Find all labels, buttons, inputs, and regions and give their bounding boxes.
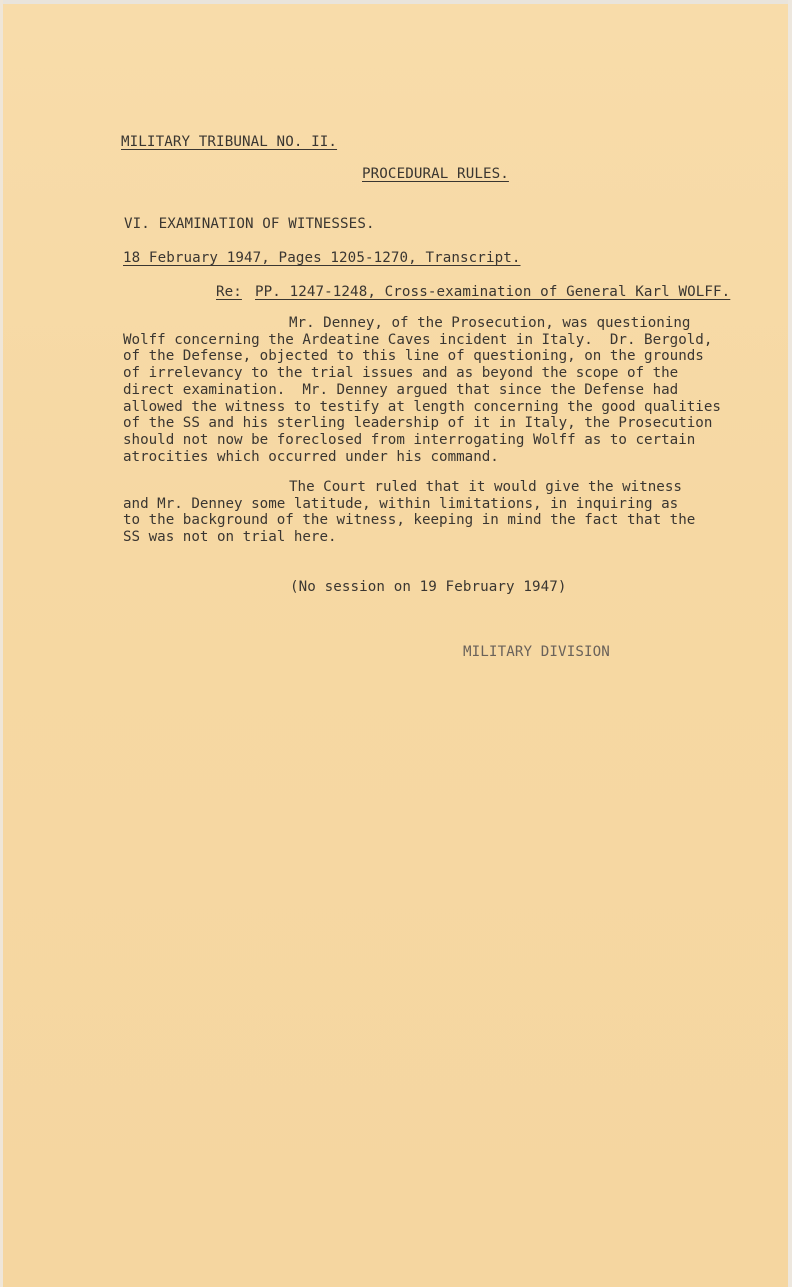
paragraph-line: allowed the witness to testify at length concerning the good qualities [123, 398, 721, 415]
paragraph-ruling [123, 479, 695, 546]
paragraph-objection [123, 315, 721, 465]
paragraph-line: and Mr. Denney some latitude, within limitations, in inquiring as [123, 495, 679, 512]
paragraph-line: atrocities which occurred under his command. [123, 448, 499, 465]
page-edge-top [0, 0, 792, 4]
paragraph-line: of irrelevancy to the trial issues and as beyond the scope of the [123, 365, 679, 382]
paragraph-line: Mr. Denney, of the Prosecution, was questioning [289, 315, 691, 331]
re-label: Re: [216, 284, 242, 300]
paragraph-line: direct examination. Mr. Denney argued that since the Defense had [123, 381, 679, 398]
paragraph-line: of the Defense, objected to this line of questioning, on the grounds [123, 348, 704, 365]
paragraph-line: SS was not on trial here. [123, 529, 337, 546]
paragraph-line: Wolff concerning the Ardeatine Caves incident in Italy. Dr. Bergold, [123, 331, 713, 348]
section-heading: VI. EXAMINATION OF WITNESSES. [124, 216, 375, 232]
paragraph-line: should not now be foreclosed from interrogating Wolff as to certain [123, 431, 696, 448]
paragraph-line: The Court ruled that it would give the witness [289, 479, 682, 495]
paragraph-line: to the background of the witness, keeping in mind the fact that the [123, 512, 696, 529]
page-edge-right [788, 0, 792, 1287]
date-line: 18 February 1947, Pages 1205-1270, Transcript. [123, 250, 521, 266]
session-note: (No session on 19 February 1947) [290, 579, 567, 595]
paragraph-line: of the SS and his sterling leadership of it in Italy, the Prosecution [123, 415, 713, 432]
division-signature: MILITARY DIVISION [463, 644, 610, 660]
page-edge-left [0, 0, 3, 1287]
tribunal-heading: MILITARY TRIBUNAL NO. II. [121, 134, 338, 150]
subject-heading: PROCEDURAL RULES. [362, 166, 509, 182]
re-text: PP. 1247-1248, Cross-examination of General Karl WOLFF. [255, 284, 731, 300]
